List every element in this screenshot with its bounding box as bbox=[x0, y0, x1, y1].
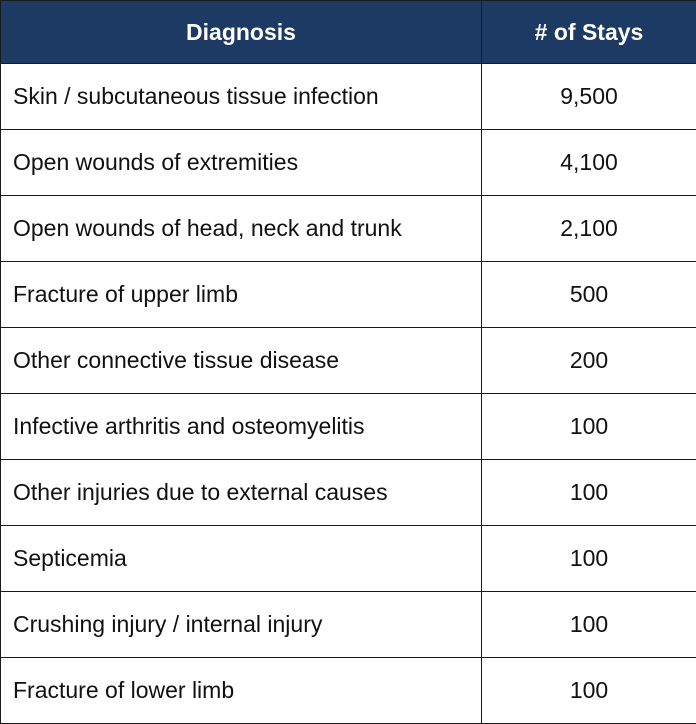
table-row bbox=[1, 526, 696, 592]
diagnosis-cell: Other injuries due to external causes bbox=[1, 460, 482, 526]
stays-cell: 200 bbox=[482, 328, 696, 394]
diagnosis-cell: Open wounds of head, neck and trunk bbox=[1, 196, 482, 262]
stays-cell: 100 bbox=[482, 526, 696, 592]
table-row bbox=[1, 328, 696, 394]
diagnosis-cell: Crushing injury / internal injury bbox=[1, 592, 482, 658]
stays-cell: 100 bbox=[482, 460, 696, 526]
header-stays: # of Stays bbox=[482, 1, 696, 64]
table-row bbox=[1, 592, 696, 658]
diagnosis-cell: Skin / subcutaneous tissue infection bbox=[1, 64, 482, 130]
stays-cell: 4,100 bbox=[482, 130, 696, 196]
table-row bbox=[1, 262, 696, 328]
stays-cell: 100 bbox=[482, 658, 696, 724]
stays-cell: 9,500 bbox=[482, 64, 696, 130]
diagnosis-cell: Open wounds of extremities bbox=[1, 130, 482, 196]
diagnosis-cell: Septicemia bbox=[1, 526, 482, 592]
table-row bbox=[1, 130, 696, 196]
diagnosis-cell: Infective arthritis and osteomyelitis bbox=[1, 394, 482, 460]
diagnosis-cell: Fracture of upper limb bbox=[1, 262, 482, 328]
stays-cell: 100 bbox=[482, 592, 696, 658]
header-diagnosis: Diagnosis bbox=[1, 1, 482, 64]
stays-cell: 500 bbox=[482, 262, 696, 328]
table-row bbox=[1, 196, 696, 262]
table-row bbox=[1, 460, 696, 526]
table-row bbox=[1, 64, 696, 130]
table-row bbox=[1, 658, 696, 724]
diagnosis-cell: Fracture of lower limb bbox=[1, 658, 482, 724]
stays-cell: 2,100 bbox=[482, 196, 696, 262]
diagnosis-cell: Other connective tissue disease bbox=[1, 328, 482, 394]
stays-cell: 100 bbox=[482, 394, 696, 460]
table-row bbox=[1, 394, 696, 460]
table-header-row bbox=[1, 1, 696, 64]
